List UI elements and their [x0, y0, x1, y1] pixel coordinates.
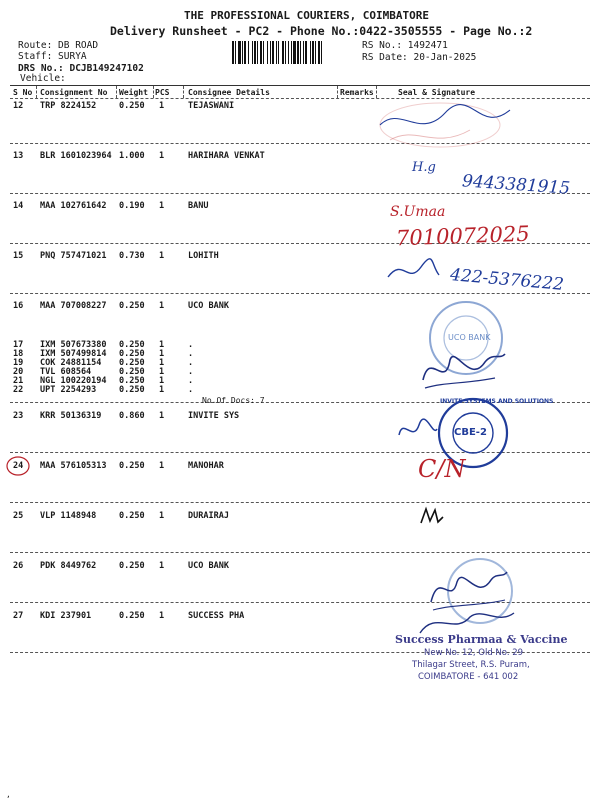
- row-21-weight: 0.250: [119, 376, 145, 386]
- row-16-consignee: UCO BANK: [188, 301, 229, 311]
- row-23-pcs: 1: [159, 411, 165, 421]
- row-18-sno: 18: [13, 349, 24, 359]
- row-24-cons: MAA 576105313: [40, 461, 107, 471]
- col-divider: [337, 86, 338, 98]
- col-header-weight: Weight: [119, 88, 148, 97]
- row-15-consignee: LOHITH: [188, 251, 219, 261]
- runsheet-subtitle: Delivery Runsheet - PC2 - Phone No.:0422-3505555 - Page No.:2: [110, 24, 533, 38]
- row-separator: [10, 293, 590, 294]
- row-22-pcs: 1: [159, 385, 165, 395]
- staff-label: Staff: SURYA: [18, 51, 87, 62]
- row-26-sno: 26: [13, 561, 24, 571]
- barcode-bar: [257, 41, 258, 64]
- barcode-bar: [300, 41, 301, 64]
- row-26-weight: 0.250: [119, 561, 145, 571]
- row-15-sno: 15: [13, 251, 24, 261]
- row-22-weight: 0.250: [119, 385, 145, 395]
- table-top-rule: [10, 85, 590, 86]
- barcode-bar: [288, 41, 289, 64]
- col-header-consignee: Consignee Details: [188, 88, 270, 97]
- row-13-sno: 13: [13, 151, 24, 161]
- row-25-pcs: 1: [159, 511, 165, 521]
- row-14-consignee: BANU: [188, 201, 209, 211]
- row-25-consignee: DURAIRAJ: [188, 511, 229, 521]
- row-16-pcs: 1: [159, 301, 165, 311]
- row-20-consignee: .: [188, 367, 194, 377]
- barcode-bar: [303, 41, 304, 64]
- row-23-cons: KRR 50136319: [40, 411, 102, 421]
- row-24-consignee: MANOHAR: [188, 461, 224, 471]
- col-header-seal: Seal & Signature: [398, 88, 476, 97]
- row-21-sno: 21: [13, 376, 24, 386]
- row-22-sno: 22: [13, 385, 24, 395]
- row-14-sno: 14: [13, 201, 24, 211]
- barcode-bar: [242, 41, 243, 64]
- barcode-bar: [238, 41, 241, 64]
- row-17-cons: IXM 507673380: [40, 340, 107, 350]
- row-15-weight: 0.730: [119, 251, 145, 261]
- row-14-weight: 0.190: [119, 201, 145, 211]
- barcode-bar: [305, 41, 307, 64]
- row-17-weight: 0.250: [119, 340, 145, 350]
- barcode-bar: [248, 41, 249, 64]
- invite-stamp-label: INVITE SYSTEMS AND SOLUTIONS: [440, 398, 554, 405]
- row-19-cons: COK 24881154: [40, 358, 102, 368]
- col-divider: [36, 86, 37, 98]
- phone-row15: 422-5376222: [449, 265, 565, 295]
- barcode-bar: [272, 41, 274, 64]
- barcode-bar: [267, 41, 268, 64]
- col-divider: [116, 86, 117, 98]
- row-16-weight: 0.250: [119, 301, 145, 311]
- circled-row-mark: [4, 455, 34, 479]
- barcode-bar: [276, 41, 277, 64]
- col-header-consignment: Consignment No: [40, 88, 108, 97]
- row-20-sno: 20: [13, 367, 24, 377]
- signature-row15: [383, 255, 443, 290]
- barcode-bar: [312, 41, 314, 64]
- row-17-sno: 17: [13, 340, 24, 350]
- barcode-bar: [263, 41, 264, 64]
- row-21-cons: NGL 100220194: [40, 376, 107, 386]
- company-title: THE PROFESSIONAL COURIERS, COIMBATORE: [184, 9, 430, 22]
- barcode-bar: [285, 41, 286, 64]
- no-of-docs: No.Of Docs: 7: [202, 396, 265, 405]
- row-18-consignee: .: [188, 349, 194, 359]
- barcode-bar: [244, 41, 246, 64]
- row-12-weight: 0.250: [119, 101, 145, 111]
- drs-label: DRS No.: DCJB149247102: [18, 63, 144, 74]
- row-13-pcs: 1: [159, 151, 165, 161]
- row-21-consignee: .: [188, 376, 194, 386]
- row-27-weight: 0.250: [119, 611, 145, 621]
- barcode-bar: [252, 41, 253, 64]
- row-17-pcs: 1: [159, 340, 165, 350]
- row-27-sno: 27: [13, 611, 24, 621]
- phone-row14: 7010072025: [395, 221, 530, 251]
- col-divider: [183, 86, 184, 98]
- barcode-bar: [282, 41, 284, 64]
- barcode-bar: [260, 41, 262, 64]
- row-21-pcs: 1: [159, 376, 165, 386]
- row-16-sno: 16: [13, 301, 24, 311]
- row-26-cons: PDK 8449762: [40, 561, 97, 571]
- row-27-pcs: 1: [159, 611, 165, 621]
- row-20-pcs: 1: [159, 367, 165, 377]
- row-23-weight: 0.860: [119, 411, 145, 421]
- row-18-weight: 0.250: [119, 349, 145, 359]
- phone-row13: 9443381915: [461, 171, 571, 199]
- row-13-weight: 1.000: [119, 151, 145, 161]
- row-25-sno: 25: [13, 511, 24, 521]
- vehicle-label: Vehicle:: [20, 73, 66, 84]
- row-18-cons: IXM 507499814: [40, 349, 107, 359]
- barcode: [232, 41, 354, 64]
- barcode-bar: [232, 41, 234, 64]
- barcode-bar: [318, 41, 320, 64]
- rs-no-label: RS No.: 1492471: [362, 40, 448, 51]
- row-23-consignee: INVITE SYS: [188, 411, 240, 421]
- row-16-cons: MAA 707008227: [40, 301, 107, 311]
- row-12-consignee: TEJASWANI: [188, 101, 235, 111]
- row-25-weight: 0.250: [119, 511, 145, 521]
- row-26-consignee: UCO BANK: [188, 561, 229, 571]
- route-label: Route: DB ROAD: [18, 40, 99, 51]
- row-14-cons: MAA 102761642: [40, 201, 107, 211]
- signature-row16: [415, 340, 510, 395]
- row-17-consignee: .: [188, 340, 194, 350]
- row-23-sno: 23: [13, 411, 24, 421]
- row-15-pcs: 1: [159, 251, 165, 261]
- pharma-stamp-name: Success Pharmaa & Vaccine: [395, 633, 568, 646]
- barcode-bar: [235, 41, 236, 64]
- rs-date-label: RS Date: 20-Jan-2025: [362, 52, 477, 63]
- row-25-cons: VLP 1148948: [40, 511, 97, 521]
- signature-row14: S.Umaa: [390, 204, 446, 220]
- signature-row25: [418, 505, 448, 527]
- col-header-pcs: PCS: [155, 88, 170, 97]
- row-14-pcs: 1: [159, 201, 165, 211]
- row-22-cons: UPT 2254293: [40, 385, 97, 395]
- pharma-address-line3: COIMBATORE - 641 002: [418, 672, 519, 682]
- row-separator: [10, 502, 590, 503]
- row-26-pcs: 1: [159, 561, 165, 571]
- signature-row13: H.g: [412, 160, 436, 175]
- row-22-consignee: .: [188, 385, 194, 395]
- row-15-cons: PNQ 757471021: [40, 251, 107, 261]
- row-27-cons: KDI 237901: [40, 611, 92, 621]
- pharma-address-line1: New No. 12, Old No. 29: [424, 648, 524, 658]
- row-24-pcs: 1: [159, 461, 165, 471]
- col-header-remarks: Remarks: [340, 88, 374, 97]
- row-20-weight: 0.250: [119, 367, 145, 377]
- pharma-address-line2: Thilagar Street, R.S. Puram,: [412, 660, 530, 670]
- invite-stamp-center: CBE-2: [454, 427, 487, 438]
- barcode-bar: [310, 41, 311, 64]
- row-24-weight: 0.250: [119, 461, 145, 471]
- scan-speck: ,: [6, 790, 11, 799]
- barcode-bar: [321, 41, 322, 64]
- row-19-consignee: .: [188, 358, 194, 368]
- row-13-consignee: HARIHARA VENKAT: [188, 151, 265, 161]
- row-12-pcs: 1: [159, 101, 165, 111]
- row-24-sno: 24: [13, 461, 24, 471]
- barcode-bar: [297, 41, 299, 64]
- signature-row23: [395, 415, 440, 445]
- col-divider: [153, 86, 154, 98]
- col-header-sno: S No: [13, 88, 33, 97]
- row-18-pcs: 1: [159, 349, 165, 359]
- barcode-bar: [254, 41, 256, 64]
- barcode-bar: [315, 41, 316, 64]
- row-12-cons: TRP 8224152: [40, 101, 97, 111]
- row-13-cons: BLR 1601023964: [40, 151, 112, 161]
- row-19-pcs: 1: [159, 358, 165, 368]
- row-27-consignee: SUCCESS PHA: [188, 611, 245, 621]
- row-19-weight: 0.250: [119, 358, 145, 368]
- cn-mark-row24: C/N: [418, 455, 466, 483]
- row-12-sno: 12: [13, 101, 24, 111]
- barcode-bar: [270, 41, 271, 64]
- faint-seal-row12: [360, 95, 530, 165]
- row-19-sno: 19: [13, 358, 24, 368]
- row-20-cons: TVL 608564: [40, 367, 92, 377]
- barcode-bar: [278, 41, 279, 64]
- uco-stamp-label: UCO BANK: [448, 333, 491, 342]
- row-separator: [10, 552, 590, 553]
- barcode-bar: [293, 41, 296, 64]
- barcode-bar: [291, 41, 292, 64]
